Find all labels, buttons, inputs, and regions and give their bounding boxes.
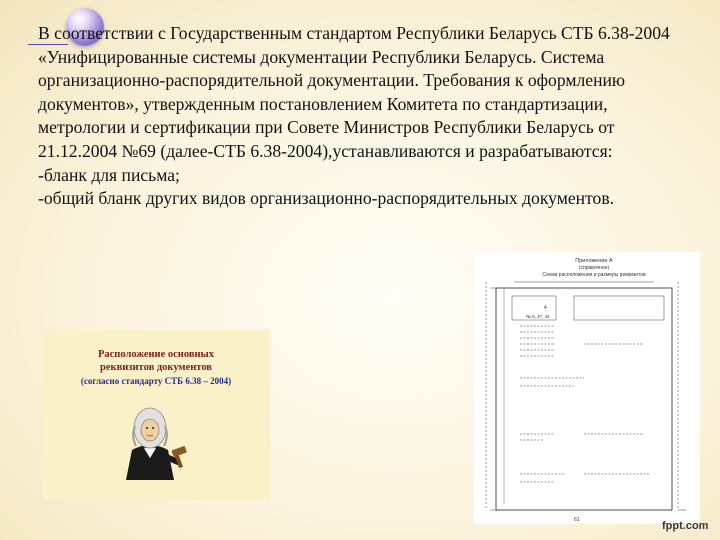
intro-paragraph: В соответствии с Государственным стандартом Республики Беларусь СТБ 6.38-2004 «Унифицированные системы документации Республики Беларусь. Система организационно-распорядительной документации. Требования к оформлению документов», утвержденным постановлением Комитета по стандартизации, метрологии и сертификации при Совете Министров Республики Беларусь от 21.12.2004 №69 (далее-СТБ 6.38-2004),устанавливаются и разрабатываются: xyxy=(38,23,670,161)
list-item-letter-form: -бланк для письма; xyxy=(38,164,180,185)
panel-title xyxy=(42,348,270,374)
panel-title-line-2: реквизитов документов xyxy=(100,362,212,373)
slide-body-text xyxy=(38,22,698,211)
judge-with-gavel-icon xyxy=(120,398,200,480)
panel-subtitle: (согласно стандарту СТБ 6.38 – 2004) xyxy=(80,376,232,386)
form-header-line-2: (справочное) xyxy=(578,265,610,271)
form-field-label: № 6, 47, 34 xyxy=(526,314,550,319)
form-header-line-3: Схема расположения и размеры реквизитов xyxy=(542,272,646,278)
form-page-number: 61 xyxy=(574,517,580,523)
form-header-line-1: Приложение А xyxy=(575,258,613,264)
document-form-scan xyxy=(474,252,700,524)
footer-logo: fppt.com xyxy=(662,520,709,532)
illustration-panel xyxy=(42,330,270,500)
svg-text:4: 4 xyxy=(544,305,547,311)
panel-title-line-1: Расположение основных xyxy=(97,349,214,360)
list-item-general-form: -общий бланк других видов организационно-распорядительных документов. xyxy=(38,188,615,209)
